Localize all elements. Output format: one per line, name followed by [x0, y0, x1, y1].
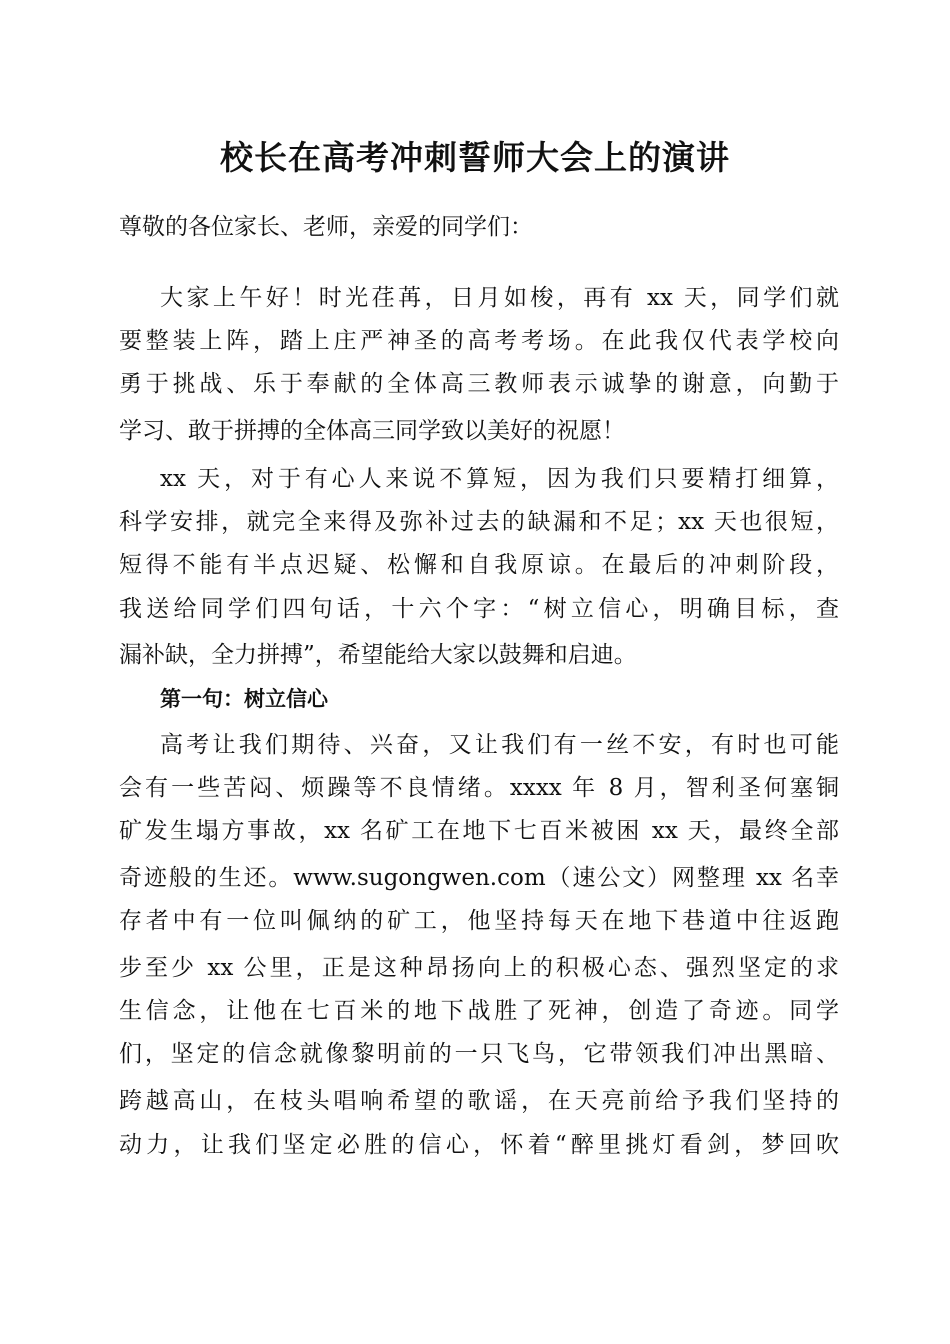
paragraph-line: 存者中有一位叫佩纳的矿工，他坚持每天在地下巷道中往返跑	[119, 908, 839, 934]
paragraph-line: 短得不能有半点迟疑、松懈和自我原谅。在最后的冲刺阶段，	[119, 552, 839, 578]
paragraph-line: 科学安排，就完全来得及弥补过去的缺漏和不足；xx 天也很短，	[119, 509, 839, 535]
paragraph-line: 跨越高山，在枝头唱响希望的歌谣，在天亮前给予我们坚持的	[119, 1088, 839, 1114]
paragraph-line: 高考让我们期待、兴奋，又让我们有一丝不安，有时也可能	[160, 732, 839, 758]
salutation: 尊敬的各位家长、老师，亲爱的同学们：	[119, 214, 533, 240]
paragraph-line: 要整装上阵，踏上庄严神圣的高考考场。在此我仅代表学校向	[119, 328, 839, 354]
paragraph-line: 们，坚定的信念就像黎明前的一只飞鸟，它带领我们冲出黑暗、	[119, 1041, 839, 1067]
paragraph-line: 步至少 xx 公里，正是这种昂扬向上的积极心态、强烈坚定的求	[119, 955, 839, 981]
document-title: 校长在高考冲刺誓师大会上的演讲	[220, 138, 730, 177]
section-heading: 第一句：树立信心	[160, 686, 328, 711]
paragraph-line: 勇于挑战、乐于奉献的全体高三教师表示诚挚的谢意，向勤于	[119, 371, 839, 397]
paragraph-line: 生信念，让他在七百米的地下战胜了死神，创造了奇迹。同学	[119, 998, 839, 1024]
paragraph-line: xx 天，对于有心人来说不算短，因为我们只要精打细算，	[160, 466, 839, 492]
paragraph-line: 动力，让我们坚定必胜的信心，怀着“醉里挑灯看剑，梦回吹	[119, 1132, 839, 1158]
paragraph-line: 奇迹般的生还。www.sugongwen.com（速公文）网整理 xx 名幸	[119, 865, 840, 891]
paragraph-line: 我送给同学们四句话，十六个字：“树立信心，明确目标，查	[119, 596, 839, 622]
paragraph-line: 大家上午好！时光荏苒，日月如梭，再有 xx 天，同学们就	[160, 285, 839, 311]
paragraph-line: 漏补缺，全力拼搏”，希望能给大家以鼓舞和启迪。	[119, 642, 637, 668]
paragraph-line: 会有一些苦闷、烦躁等不良情绪。xxxx 年 8 月，智利圣何塞铜	[119, 775, 839, 801]
paragraph-line: 矿发生塌方事故，xx 名矿工在地下七百米被困 xx 天，最终全部	[119, 818, 839, 844]
paragraph-line: 学习、敢于拼搏的全体高三同学致以美好的祝愿！	[119, 418, 625, 444]
